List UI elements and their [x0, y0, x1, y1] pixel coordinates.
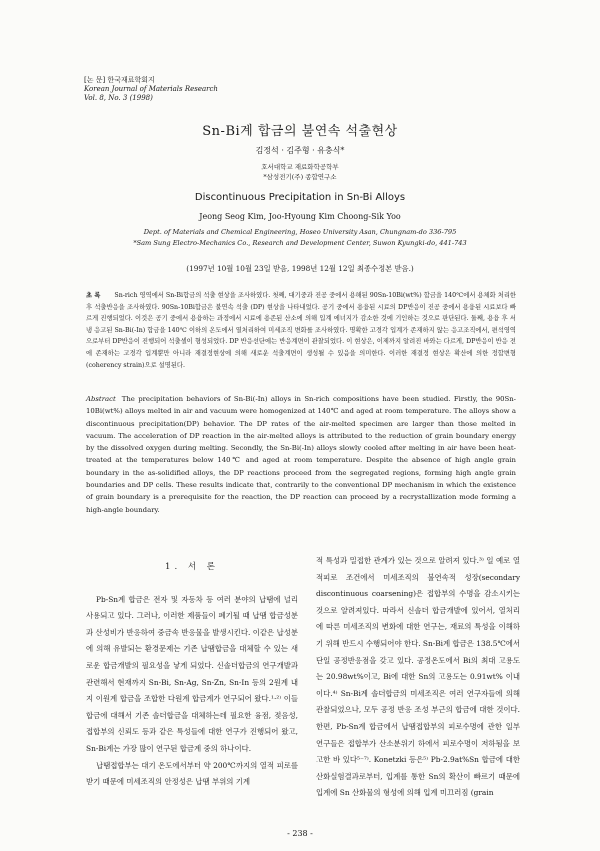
abstract-en-label: Abstract: [86, 395, 116, 403]
body-column-right: [316, 553, 520, 802]
affiliation-en-1: Dept. of Materials and Chemical Engineering, Hoseo University Asan, Chungnam-do 336-795: [143, 228, 457, 236]
journal-header: [84, 76, 218, 103]
abstract-en-text: The precipitation behaviors of Sn-Bi(-In) alloys in Sn-rich compositions have been studied. Firstly, the 90Sn-10Bi(wt%) alloys melted in air and vacuum were homogenized at 140℃ and aged at room temperature. The alloys show a discontinuous precipitation(DP) behavior. The DP rates of the air-melted specimen are larger than those melted in vacuum. The acceleration of DP reaction in the air-melted alloys is attributed to the reduction of grain boundary energy by the dissolved oxygen during melting. Secondly, the Sn-Bi(-In) alloys slowly cooled after melting in air have been heat-treated at the temperatures below 140℃ and aged at room temperature. Despite the absence of high angle grain boundary in the as-solidified alloys, the DP reactions proceed from the segregated regions, forming high angle grain boundaries and DP cells. These results indicate that, contrarily to the conventional DP mechanism in which the existence of grain boundary is a prerequisite for the reaction, the DP reaction can proceed by a recrystallization mode forming a high-angle boundary.: [86, 395, 516, 514]
paper-title-en: Discontinuous Precipitation in Sn-Bi Alloys: [194, 192, 406, 203]
abstract-ko: [86, 290, 516, 371]
affiliation-en-2: *Sam Sung Electro-Mechanics Co., Research and Development Center, Suwon Kyungki-do, 441-743: [133, 239, 467, 247]
paragraph: Pb-Sn계 합금은 전자 및 자동차 등 여러 분야의 납땜에 널리 사용되고 있다. 그러나, 이러한 제품들이 폐기될 때 납땜 합금성분과 산성비가 반응하여 중금속 반응물을 발생시킨다. 이같은 납성분에 의해 유발되는 환경문제는 기존 납땜합금을 대체할 수 있는 새로운 합금개발의 필요성을 낳게 되었다. 신솔더합금의 연구개발과 관련해서 현재까지 Sn-Bi, Sn-Ag, Sn-Zn, Sn-In 등의 2원계 내지 이원계 합금을 조합한 다원계 합금계가 연구되어 왔다.¹·²⁾ 이들 합금에 대해서 기존 솔더합금을 대체하는데 필요한 융점, 젖음성, 접합부의 신뢰도 등과 같은 특성들에 대한 연구가 진행되어 왔고, Sn-Bi계는 가장 많이 연구된 합금계 중의 하나이다.: [86, 594, 298, 753]
paragraph: 납땜접합부는 대기 온도에서부터 약 200℃까지의 열적 피로를 받기 때문에 미세조직의 안정성은 납땜 부위의 기계: [86, 760, 298, 787]
authors-en: Jeong Seog Kim, Joo-Hyoung Kim Choong-Sik Yoo: [199, 212, 401, 221]
page-number: - 238 -: [287, 829, 313, 838]
header-line-3: Vol. 8, No. 3 (1998): [84, 94, 153, 102]
authors-ko: 김정석 · 김주형 · 유충식*: [255, 146, 345, 155]
header-line-2: Korean Journal of Materials Research: [84, 85, 218, 93]
section-heading-intro: 1. 서 론: [165, 562, 219, 572]
affiliation-ko-1: 호서대학교 재료화학공학부: [261, 163, 339, 171]
affiliation-ko: [0, 162, 600, 182]
received-dates: (1997년 10월 10월 23일 받음, 1998년 12월 12일 최종수정본 받음.): [186, 264, 414, 273]
abstract-en: [86, 393, 516, 516]
paragraph: 적 특성과 밀접한 관계가 있는 것으로 알려져 있다.³⁾ 일 예로 열적피로 조건에서 미세조직의 불연속적 성장(secondary discontinuous coarsening)은 접합부의 수명을 감소시키는 것으로 알려져있다. 따라서 신솔더 합금개발에 있어서, 열처리에 따른 미세조직의 변화에 대한 연구는, 재료의 특성을 이해하기 위해 반드시 수행되어야 한다. Sn-Bi계 합금은 138.5℃에서 단일 공정반응점을 갖고 있다. 공정온도에서 Bi의 최대 고용도는 20.98wt%이고, Bi에 대한 Sn의 고용도는 0.91wt% 이내이다.⁴⁾ Sn-Bi계 솔더합금의 미세조직은 여러 연구자들에 의해 관찰되었으나, 모두 공정 반응 조성 부근의 합금에 대한 것이다. 한편, Pb-Sn계 합금에서 납땜접합부의 피로수명에 관한 일부 연구들은 접합부가 산소분위기 하에서 피로수명이 저하됨을 보고한 바 있다⁵⁻⁷⁾. Konetzki 등은⁵⁾ Pb-2.9at%Sn 합금에 대한 산화실험결과로부터, 입계를 통한 Sn의 확산이 빠르기 때문에 입계에 Sn 산화물의 형성에 의해 입계 미끄러짐 (grain: [316, 556, 520, 798]
body-column-left: [86, 552, 298, 791]
paper-title-ko: Sn-Bi계 합금의 불연속 석출현상: [202, 124, 398, 139]
abstract-ko-text: Sn-rich 영역에서 Sn-Bi합금의 석출 현상을 조사하였다. 첫째, 대기중과 진공 중에서 용해된 90Sn-10Bi(wt%) 합금을 140℃에서 용체화 처리한 후 석출반응을 조사하였다. 90Sn-10Bi합금은 불연속 석출 (DP) 현상을 나타내었다. 공기 중에서 용융된 시료의 DP반응이 진공 중에서 용융된 시료보다 빠르게 진행되었다. 이것은 공기 중에서 용융하는 과정에서 시료에 용존된 산소에 의해 입계 에너지가 감소한 것에 기인하는 것으로 판단된다. 둘째, 용융 후 서냉 응고된 Sn-Bi(-In) 합금을 140℃ 이하의 온도에서 열처리하여 미세조직 변화를 조사하였다. 명확한 고경각 입계가 존재하지 않는 응고조직에서, 편석영역으로부터 DP반응이 진행되어 석출셀이 형성되었다. DP 반응선단에는 반응계면이 관찰되었다. 이 현상은, 이제까지 알려진 바와는 다르게, DP반응이 반응 전에 존재하는 고경각 입계뿐만 아니라 재결정현상에 의해 새로운 석출계면이 생성될 수 있음을 의미한다. 이러한 재결정 현상은 확산에 의한 정합변형(coherency strain)으로 설명된다.: [86, 292, 516, 369]
header-line-1: [논 문] 한국재료학회지: [84, 76, 155, 84]
abstract-ko-label: 초 록: [86, 292, 101, 299]
affiliation-ko-2: *삼성전기(주) 종합연구소: [263, 173, 337, 181]
affiliation-en: [0, 227, 600, 249]
